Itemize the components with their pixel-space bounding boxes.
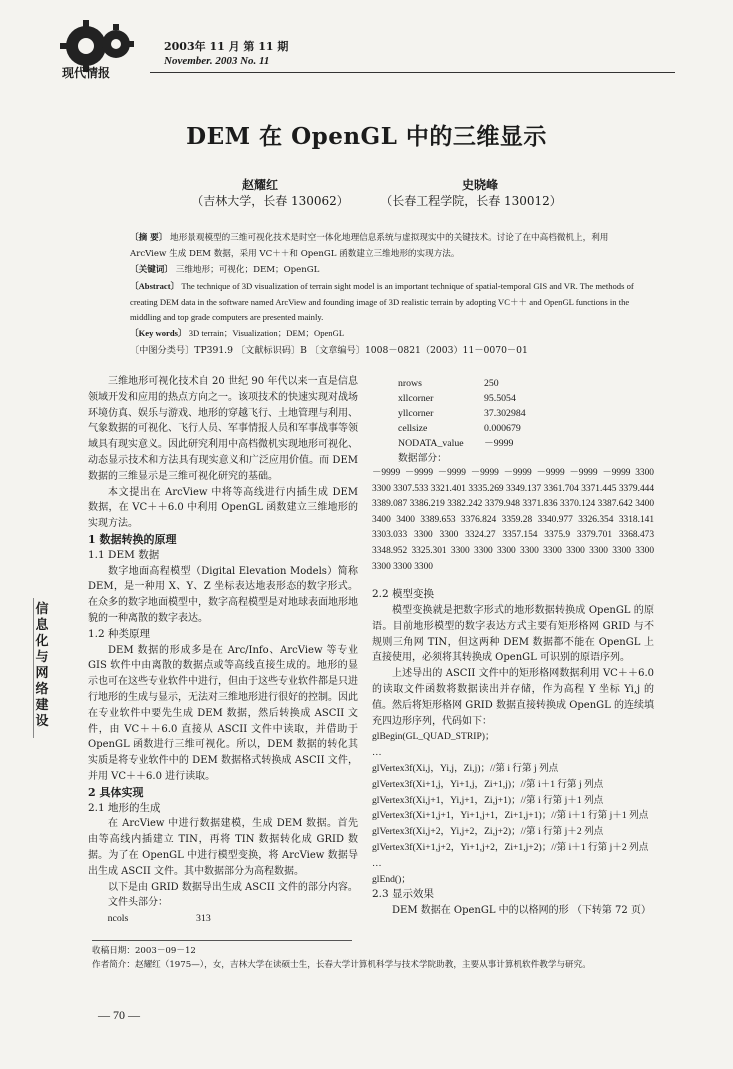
section-heading: 2 具体实现	[88, 785, 144, 799]
keywords-cn-label: 〔关键词〕	[130, 265, 173, 275]
intro-paragraph: 本文提出在 ArcView 中将等高线进行内插生成 DEM 数据，在 VC＋＋6.0 中利用 OpenGL 函数建立三维地形的实现方法。	[88, 486, 358, 530]
subsection-heading: 2.2 模型变换	[372, 588, 435, 601]
body-paragraph: 在 ArcView 中进行数据建模，生成 DEM 数据。首先由等高线内插建立 TIN，再将 TIN 数据转化成 GRID 数据。为了在 OpenGL 中进行模型变换，将 ArcView 数据导出生成 ASCII 文件。其中数据部分为高程数据。	[88, 818, 358, 877]
field-key: xllcorner	[398, 393, 434, 404]
author-affiliation: （吉林大学，长春 130062）	[191, 194, 349, 208]
subsection-heading: 1.2 种类原理	[88, 627, 151, 640]
page-number: — 70 —	[98, 1008, 140, 1022]
issue-cn: 2003年 11 月 第 11 期	[164, 40, 289, 53]
field-value: 250	[484, 378, 499, 389]
body-paragraph: DEM 数据在 OpenGL 中的以格网的形 （下转第 72 页）	[392, 905, 651, 917]
left-column	[88, 374, 358, 926]
abstract-en	[130, 279, 635, 326]
field-row	[398, 421, 654, 436]
abstract-cn	[130, 230, 635, 262]
field-key: yllcorner	[398, 408, 434, 419]
issue-en: November. 2003 No. 11	[164, 55, 270, 67]
header-rule	[150, 72, 675, 73]
keywords-en	[130, 326, 635, 342]
section-heading: 1 数据转换的原理	[88, 532, 177, 546]
keywords-en-label: 〔Key words〕	[130, 328, 187, 338]
field-key: ncols	[107, 913, 129, 925]
subsection-heading: 2.1 地形的生成	[88, 801, 161, 814]
subsection-heading: 1.1 DEM 数据	[88, 548, 160, 561]
code-line: glBegin(GL_QUAD_STRIP)；	[372, 731, 495, 743]
code-line: …	[372, 747, 382, 759]
code-line: glEnd()；	[372, 873, 411, 885]
received-date: 收稿日期：2003－09－12	[92, 946, 196, 956]
keywords-cn	[130, 262, 635, 278]
author-affiliation: （长春工程学院，长春 130012）	[380, 194, 562, 208]
intro-paragraph: 三维地形可视化技术自 20 世纪 90 年代以来一直是信息领域开发和应用的热点方向之一。该项技术的快速实现对战场环境仿真、娱乐与游戏、地形的穿越飞行、土地管理与利用、气象数据的可视化、飞行人员、军事情报人员和军事战事等领域具有现实意义。因此研究利用中高档微机实现地形可视化、动态显示技术和方法具有现实意义和广泛应用价值。而 DEM 数据的三维显示是三维可视化研究的基础。	[88, 376, 358, 482]
field-row	[398, 436, 654, 451]
code-block	[372, 729, 654, 887]
keywords-cn-text: 三维地形；可视化；DEM；OpenGL	[175, 265, 320, 275]
body-paragraph: 模型变换就是把数字形式的地形数据转换成 OpenGL 的原语。目前地形模型的数字表达方式主要有矩形格网 GRID 与不规则三角网 TIN，但这两种 DEM 数据都不能在 OpenGL 上直接使用，必须将其转换成 OpenGL 可识别的原语序列。	[372, 604, 654, 664]
header-fields	[372, 376, 654, 466]
section-sidebar-label: 信息化与网络建设	[35, 602, 49, 729]
field-row	[398, 406, 654, 421]
field-value: 0.000679	[484, 423, 521, 434]
subsection-heading: 2.3 显示效果	[372, 888, 435, 901]
file-head-label: 文件头部分：	[108, 897, 168, 909]
body-paragraph: 上述导出的 ASCII 文件中的矩形格网数据利用 VC＋＋6.0 的读取文件函数将数据读出并存储，作为高程 Y 坐标 Yi,j 的值。然后将矩形格网 GRID 数据直接转换成 OpenGL 的连续填充四边形序列，代码如下：	[372, 668, 654, 727]
data-label: 数据部分：	[398, 453, 447, 464]
code-line: glVertex3f(Xi,j+2，Yi,j+2，Zi,j+2)；//第 i 行第 j＋2 列点	[372, 826, 604, 838]
code-line: glVertex3f(Xi+1,j+1，Yi+1,j+1，Zi+1,j+1)；//第 i＋1 行第 j＋1 列点	[372, 810, 649, 822]
body-paragraph: 数字地面高程模型（Digital Elevation Models）简称 DEM，是一种用 X、Y、Z 坐标表达地表形态的数字形式。在众多的数字地面模型中，数字高程模型是对地球表面地形地貌的一种离散的数字表达。	[88, 565, 358, 624]
code-line: glVertex3f(Xi+1,j+2，Yi+1,j+2，Zi+1,j+2)；//第 i＋1 行第 j＋2 列点	[372, 841, 649, 853]
abstract-cn-label: 〔摘 要〕	[130, 233, 168, 243]
abstract-en-label: 〔Abstract〕	[130, 281, 180, 291]
author-bio: 作者简介：赵耀红（1975—），女，吉林大学在读硕士生，长春大学计算机科学与技术学院助教，主要从事计算机软件教学与研究。	[92, 960, 591, 970]
body-paragraph: DEM 数据的形成多是在 Arc/Info、ArcView 等专业 GIS 软件中由离散的数据点或等高线直接生成的。地形的显示也可在这些专业软件中进行，但由于这些专业软件都是只进行地形的生成与显示，无法对三维地形进行很好的控制。因此在专业软件中要先生成 DEM 数据，然后转换成 ASCII 文件，由 VC＋＋6.0 直接从 ASCII 文件中读取，并借助于 OpenGL 函数进行三维可视化。所以，DEM 数据的转化其实质是将专业软件中的 DEM 数据格式转换成 ASCII 文件，并用 VC＋＋6.0 进行读取。	[88, 644, 358, 782]
logo-text: 现代情报	[62, 66, 111, 80]
paper-title: DEM 在 OpenGL 中的三维显示	[186, 123, 547, 150]
field-value: 37.302984	[484, 408, 526, 419]
code-line: glVertex3f(Xi,j+1，Yi,j+1，Zi,j+1)；//第 i 行第 j＋1 列点	[372, 794, 604, 806]
abstract-cn-text: 地形景观模型的三维可视化技术是时空一体化地理信息系统与虚拟现实中的关键技术。讨论了在中高档微机上，利用 ArcView 生成 DEM 数据，采用 VC＋＋和 OpenGL 函数建立三维地形的实现方法。	[130, 233, 609, 259]
footnote-rule	[92, 940, 352, 941]
field-row	[398, 376, 654, 391]
field-value: －9999	[484, 438, 514, 449]
journal-logo	[58, 18, 158, 82]
author-name: 史晓峰	[461, 178, 498, 192]
field-key: cellsize	[398, 423, 428, 434]
right-column	[372, 376, 654, 919]
author-name: 赵耀红	[241, 178, 278, 192]
field-value: 313	[196, 913, 211, 925]
body-paragraph: 以下是由 GRID 数据导出生成 ASCII 文件的部分内容。	[108, 881, 358, 893]
field-row	[398, 391, 654, 406]
classification: 〔中图分类号〕TP391.9 〔文献标识码〕B 〔文章编号〕1008－0821（2003）11－0070－01	[130, 345, 528, 356]
ncols-row	[88, 911, 358, 926]
code-line: …	[372, 857, 382, 869]
field-key: NODATA_value	[398, 438, 464, 449]
field-key: nrows	[398, 378, 422, 389]
abstract-en-text: The technique of 3D visualization of terrain sight model is an important technique of spatial-temporal GIS and VR. The methods of creating DEM data in the software named ArcView and founding image of 3D realistic terrain by adopting VC＋＋ and OpenGL functions in the middling and top grade computers are presented mainly.	[130, 281, 634, 322]
elevation-data: －9999 －9999 －9999 －9999 －9999 －9999 －9999 －9999 3300 3300 3307.533 3321.401 3335.269 3349.137 3361.704 3371.445 3379.444 3389.087 3386.219 3382.242 3379.948 3371.836 3370.124 3387.642 3400 3400 3400 3389.653 3376.824 3359.28 3340.977 3326.354 3318.141 3303.033 3300 3300 3324.27 3357.154 3375.9 3379.701 3368.473 3348.952 3325.301 3300 3300 3300 3300 3300 3300 3300 3300 3300 3300 3300 3300	[372, 468, 654, 572]
field-value: 95.5054	[484, 393, 516, 404]
code-line: glVertex3f(Xi+1,j，Yi+1,j，Zi+1,j)；//第 i＋1 行第 j 列点	[372, 778, 604, 790]
code-line: glVertex3f(Xi,j，Yi,j，Zi,j)；//第 i 行第 j 列点	[372, 762, 559, 774]
keywords-en-text: 3D terrain；Visualization；DEM；OpenGL	[188, 328, 345, 338]
